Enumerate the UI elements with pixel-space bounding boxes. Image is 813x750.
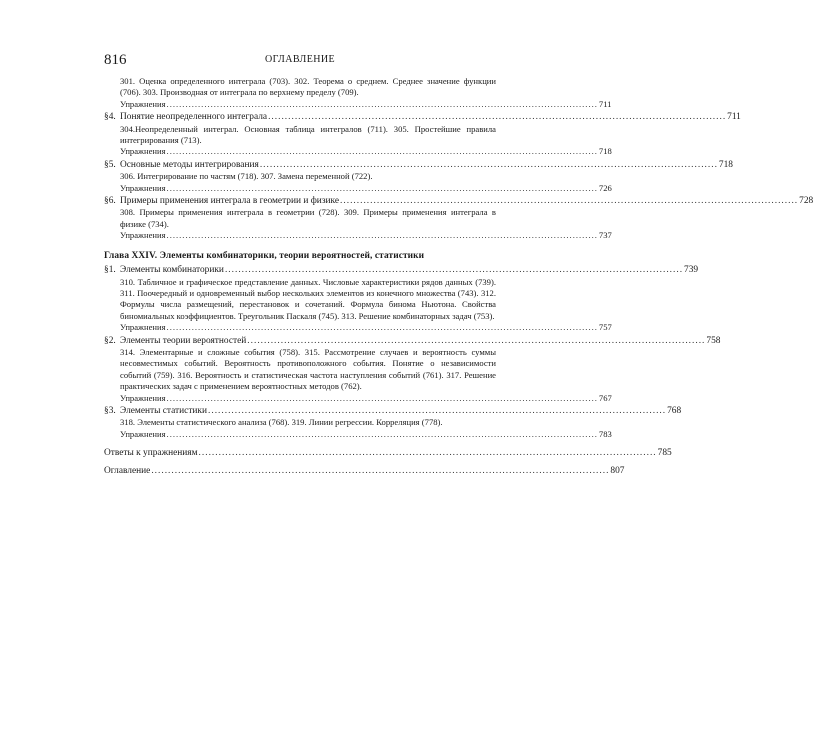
toc-page-ref: 711 <box>598 98 612 109</box>
toc-exercises-line <box>104 230 612 241</box>
leader-dots: ......................................................................................................................................... <box>166 182 598 193</box>
toc-page-ref: 718 <box>598 146 612 157</box>
toc-section-line <box>104 112 741 123</box>
toc-answers-line <box>104 448 672 459</box>
toc-description: 304.Неопределенный интеграл. Основная таблица интегралов (711). 305. Простейшие правила интегрирования (713). <box>120 123 496 146</box>
leader-dots: ......................................................................................................................................... <box>166 322 598 333</box>
toc-page-ref: 737 <box>598 230 612 241</box>
section-title: Элементы статистики <box>120 405 208 416</box>
toc-section-line <box>104 265 699 276</box>
page-number: 816 <box>104 52 127 68</box>
toc-exercises-label: Упражнения <box>120 146 166 157</box>
toc-exercises-line <box>104 98 612 110</box>
leader-dots: ......................................................................................................................................... <box>166 230 598 241</box>
toc-section-line <box>104 196 813 207</box>
leader-dots: ......................................................................................................................................... <box>151 465 610 476</box>
section-number: §1. <box>104 265 116 276</box>
toc-exercises-label: Упражнения <box>120 322 166 333</box>
toc-exercises-line <box>104 392 612 404</box>
toc-exercises-label: Упражнения <box>120 98 166 109</box>
toc-page-ref: 768 <box>667 405 682 416</box>
section-title: Понятие неопределенного интеграла <box>120 112 268 123</box>
section-title: Элементы комбинаторики <box>120 265 224 276</box>
section-number: §2. <box>104 335 116 346</box>
toc-exercises-line <box>104 428 612 440</box>
table-of-contents <box>104 76 813 477</box>
toc-page-ref: 807 <box>610 465 625 476</box>
running-title: ОГЛАВЛЕНИЕ <box>265 54 335 65</box>
section-number: §6. <box>104 196 116 207</box>
toc-description: 308. Примеры применения интеграла в геометрии (728). 309. Примеры применения интеграла в физике (734). <box>120 207 496 229</box>
toc-page-ref: 785 <box>657 448 672 459</box>
section-number: §3. <box>104 405 116 416</box>
leader-dots: ......................................................................................................................................... <box>166 98 598 109</box>
toc-page-ref: 757 <box>598 322 612 333</box>
toc-page-ref: 767 <box>598 392 612 403</box>
section-title: Элементы теории вероятностей <box>120 335 247 346</box>
toc-page-ref: 726 <box>598 182 612 193</box>
leader-dots: ......................................................................................................................................... <box>208 405 667 416</box>
toc-exercises-label: Упражнения <box>120 428 166 439</box>
answers-label: Ответы к упражнениям <box>104 448 198 459</box>
section-title: Примеры применения интеграла в геометрии и физике <box>120 196 340 207</box>
page-header <box>104 52 496 68</box>
toc-exercises-line <box>104 182 612 194</box>
toc-page-ref: 711 <box>727 112 741 123</box>
leader-dots: ......................................................................................................................................... <box>166 392 598 403</box>
toc-section-line <box>104 159 733 171</box>
toc-description: 310. Табличное и графическое представление данных. Числовые характеристики рядов данных (739). 311. Поочередный и одновременный выбор нескольких элементов из конечного множества (743). 312. Формулы числа размещений, перестановок и сочетаний. Формула бинома Ньютона. Свойства биномиальных коэффициентов. Треугольник Паскаля (745). 313. Решение комбинаторных задач (753). <box>120 276 496 321</box>
leader-dots: ......................................................................................................................................... <box>166 146 598 157</box>
chapter-heading: Глава XXIV. Элементы комбинаторики, теории вероятностей, статистики <box>104 250 425 261</box>
toc-description: 314. Элементарные и сложные события (758). 315. Рассмотрение случаев и вероятность суммы несовместимых событий. Вероятность противоположного события. Понятие о независимости событий (759). 316. Вероятность и статистическая частота наступления событий (761). 317. Решение практических задач с применением вероятностных методов (762). <box>120 346 496 392</box>
leader-dots: ......................................................................................................................................... <box>259 159 718 170</box>
section-title: Основные методы интегрирования <box>120 159 259 170</box>
leader-dots: ......................................................................................................................................... <box>340 196 799 207</box>
toc-description: 306. Интегрирование по частям (718). 307. Замена переменной (722). <box>120 171 373 182</box>
section-number: §4. <box>104 112 116 123</box>
toc-exercises-label: Упражнения <box>120 182 166 193</box>
toc-page-ref: 783 <box>598 428 612 439</box>
toc-page-ref: 739 <box>684 265 699 276</box>
section-number: §5. <box>104 159 116 170</box>
contents-label: Оглавление <box>104 465 151 476</box>
leader-dots: ......................................................................................................................................... <box>247 335 706 346</box>
toc-section-line <box>104 335 721 347</box>
toc-contents-line <box>104 465 625 477</box>
toc-page-ref: 758 <box>706 335 721 346</box>
toc-exercises-line <box>104 322 612 333</box>
toc-exercises-label: Упражнения <box>120 230 166 241</box>
toc-section-line <box>104 405 682 417</box>
toc-exercises-line <box>104 146 612 157</box>
toc-description: 301. Оценка определенного интеграла (703). 302. Теорема о среднем. Среднее значение функции (706). 303. Производная от интеграла по верхнему пределу (709). <box>120 76 496 98</box>
leader-dots: ......................................................................................................................................... <box>268 112 727 123</box>
toc-exercises-label: Упражнения <box>120 392 166 403</box>
leader-dots: ......................................................................................................................................... <box>166 428 598 439</box>
toc-description: 318. Элементы статистического анализа (768). 319. Линии регрессии. Корреляция (778). <box>120 417 443 428</box>
leader-dots: ......................................................................................................................................... <box>224 265 684 276</box>
leader-dots: ......................................................................................................................................... <box>198 448 657 459</box>
toc-page-ref: 728 <box>799 196 813 207</box>
toc-page-ref: 718 <box>718 159 733 170</box>
